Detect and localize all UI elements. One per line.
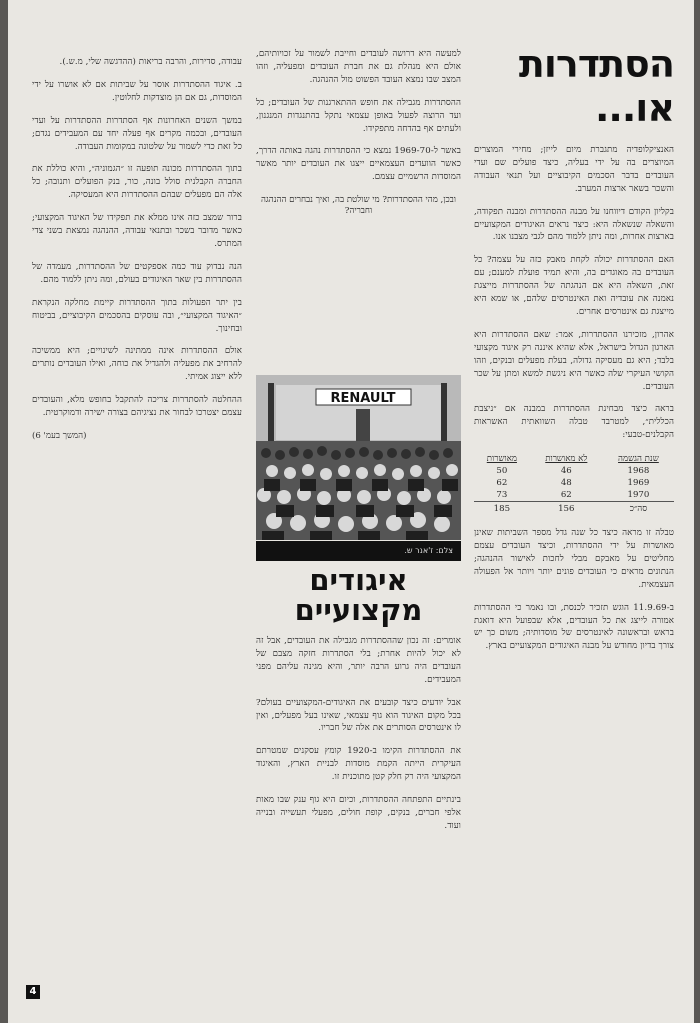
article-paragraph: הנה נבדוק עוד כמה אספקטים של ההסתדרות, מעמדה של ההסתדרות בין שאר האיגודים בעולם, ומה ניתן ללמוד מהם. xyxy=(32,261,242,285)
article-paragraph: ההחלטה להסתדרות צריכה להתקבל בחופש מלא, והעובדים עצמם יצטרכו לבחור את נציגיהם בצורה ישירה ודמוקרטית. xyxy=(32,395,242,419)
factory-crowd-photo xyxy=(256,375,461,540)
article-paragraph: ב. איגוד ההסתדרות אוסר על שביתות אם לא אושרו על ידי המוסדות, גם אם הן מוצדקות לחלוטין. xyxy=(32,79,242,103)
table-cell: 50 xyxy=(496,466,508,477)
middle-lower-text xyxy=(256,635,461,843)
article-paragraph: בינתיים התפתחה ההסתדרות, וכיום היא גוף ענק שבו מאות אלפי חברים, בנקים, קופת חולים, מפעלי תעשייה ובנייה ועוד. xyxy=(256,795,461,831)
table-cell: 1969 xyxy=(627,478,650,489)
newspaper-page xyxy=(8,0,694,1023)
photo-credit xyxy=(256,541,461,561)
article-paragraph: באשר ל-1969-70 נמצא כי ההסתדרות נהגה באותה הדרך, כאשר הוועדים העצמאיים ייצגו את העובדים יותר מאשר המוסדות הרשמיים עצמם. xyxy=(256,146,461,183)
headline: הסתדרות או... xyxy=(518,42,674,130)
middle-column xyxy=(256,0,461,1023)
article-paragraph: למעשה היא דרושה לעובדים וחייבת לשמור על זכויותיהם, אולם היא מנהלת גם את חברת העובדים ומפעליה, וזהו המצב שבו נמצא העובד הפשוט מול ההנהגה. xyxy=(256,49,461,85)
table-cell: 156 xyxy=(530,502,603,516)
table-header-row xyxy=(474,452,674,465)
article-paragraph: ב-11.9.69 הוגש תזכיר לכנסת, ובו נאמר כי ההסתדרות אמורה לייצג את כל העובדים, אלא שבפועל היא דואגת בראש ובראשונה לאינטרסים של מוסדותיה; משום כך יש צורך בדיון מחודש על מבנה האיגודים המקצועיים בארץ. xyxy=(474,602,674,652)
table-header: שנת הגשמה xyxy=(618,454,659,465)
table-cell: 185 xyxy=(474,502,530,516)
article-paragraph: אבל יודעים כיצד קובעים את האיגודים-המקצועיים בעולם? בכל מקום האיגוד הוא גוף עצמאי, שאינו בעל מפעלים, ואין לו אינטרסים הסותרים את אלה של חבריו. xyxy=(256,697,461,734)
right-column xyxy=(474,0,674,1023)
section-subhead: איגודים מקצועיים xyxy=(294,563,423,627)
article-paragraph: ההסתדרות מגבילה את חופש ההתארגנות של העובדים; כל ועד הרוצה לפעול באופן עצמאי נתקל בהתנגדות המנגנון, ולעתים אף בהדחה מתפקידו. xyxy=(256,97,461,134)
article-paragraph: האנציקלופדיה מתגברת מיום לייזן; מחירי המוצרים המיוצרים בה על ידי בעליה, כיצד פועלים שם ועדי העובדים בדבר הסכמים הקיבוציים ועל תנאי העבודה והשכר בשאר ארצות המערב. xyxy=(474,145,674,194)
table-row xyxy=(474,477,674,489)
table-row xyxy=(474,489,674,502)
article-paragraph: בין יתר הפעולות בתוך ההסתדרות קיימת מחלקה הנקראת ״האיגוד המקצועי״, ובה עוסקים בהסכמים הקיבוציים, בביטוח ובחינוך. xyxy=(32,297,242,334)
section-question: ובכן, מהי ההסתדרות? מי שולטת בה, ואיך נבחרים ההנהגה וחבריה? xyxy=(260,195,457,217)
article-paragraph: בתוך ההסתדרות מכונה תופעה זו ״הגמוניה״, והיא כוללת את החברה הקבלנית סולל בונה, כור, בנק הפועלים ותנובה; כל אלה הם מפעלים שבהם ההסתדרות היא המעסיקה. xyxy=(32,164,242,201)
article-paragraph: במשך השנים האחרונות אף הסתדרות ההסתדרות על ועדי העובדים, ובכמה מקרים אף פעלה יחד עם המעבידים נגדם; כל זאת כדי לשמור על שלטונה במקומות העבודה. xyxy=(32,115,242,152)
table-header: לא מאושרות xyxy=(545,454,588,465)
table-cell: 48 xyxy=(560,478,572,489)
photo-illustration xyxy=(256,375,461,540)
article-paragraph: ברור שמצב כזה אינו ממלא את תפקידו של האיגוד המקצועי; כאשר מדובר בשכר ובתנאי עבודה, ההנהגה נמצאת בשני צדי המתרס. xyxy=(32,213,242,249)
table-cell: 1970 xyxy=(627,490,650,501)
photo-credit-text: צלם: ז'אנר ש. xyxy=(404,546,453,555)
article-paragraph: עבודה, סדירות, והרבה בריאות (ההדגשה שלי, מ.ש.). xyxy=(59,57,242,67)
article-paragraph: את ההסתדרות הקימו ב-1920 קומץ עסקנים שמטרתם העיקרית הייתה הקמת מוסדות לבניית הארץ, והאיגוד המקצועי היה רק חלק קטן מתוכנית זו. xyxy=(256,746,461,783)
table-cell: 46 xyxy=(560,466,572,477)
article-paragraph: טבלה זו מראה כיצד כל שנה גדל מספר השביתות שאינן מאושרות על ידי ההסתדרות, וכיצד העובדים עצמם מחליטים על מאבקם מבלי לחכות לאישור ההנהגה; הנתונים מראים כי העובדים פונים יותר ויותר אל הפעולה העצמאית. xyxy=(474,528,674,590)
strikes-table xyxy=(474,452,674,515)
left-column xyxy=(32,0,242,1023)
table-cell: 62 xyxy=(496,478,508,489)
article-paragraph: אומרים: זה נכון שההסתדרות מגבילה את העובדים, אבל זה לא יכול להיות אחרת; בלי הסתדרות חזקה מצבם של העובדים היה גרוע הרבה יותר, והיא מגינה עליהם מפני המעבידים. xyxy=(256,636,461,685)
article-paragraph: האם ההסתדרות יכולה לקחת מאבק כזה על עצמה? כל העובדים בה מאוגדים בה, והיא תמיד פועלת למענם; עם זאת, השאלה היא אם הנהגתה של ההסתדרות מייצגת נאמנה את עובדיה ואת האינטרסים שלהם, או שמא היא מייצגת גם אינטרסים אחרים. xyxy=(474,255,674,317)
photo-sign: RENAULT xyxy=(330,391,396,406)
table-row xyxy=(474,465,674,477)
article-paragraph: אהרון, מזכירנו ההסתדרות, אמר: שאם ההסתדרות היא הארגון הגדול בישראל, אלא שהיא איננה רק איגוד מקצועי בלבד; היא גם מעסיקה גדולה, בעלת מפעלים ובנקים, וזהו הקושי העיקרי שלה כאשר היא ניגשת למשא ומתן על שכר העובדים. xyxy=(474,329,674,392)
article-paragraph: בקליון הקודם דיווחנו על מבנה ההסתדרות ומבנה תפקודה, והשאלה שנשאלה היא: כיצד נראים האיגודים המקצועיים בארצות אחרות, ומה ניתן ללמוד מהם לגבי מצבנו אנו. xyxy=(474,206,674,243)
article-paragraph: בראה כיצד מבחינת ההסתדרות במבנה אם ״ניצבת הכללית״, למטרבד טבלה השוואתית האשראות הקבלנים-טבעי: xyxy=(474,404,674,441)
page-number: 4 xyxy=(26,985,40,999)
table-cell: 73 xyxy=(496,490,508,501)
table-header: מאושרות xyxy=(486,454,517,465)
table-cell: 62 xyxy=(560,490,572,501)
table-total-row xyxy=(474,502,674,516)
table-cell: סה״כ xyxy=(603,502,674,516)
table-cell: 1968 xyxy=(627,466,650,477)
article-paragraph: אולם ההסתדרות אינה ממתינה לשינויים; היא ממשיכה להרחיב את מפעליה ולהגדיל את כוחה, ואילו העובדים נותרים ללא ייצוג אמיתי. xyxy=(32,346,242,383)
continued-note: (המשך בעמ' 6) xyxy=(32,430,87,441)
